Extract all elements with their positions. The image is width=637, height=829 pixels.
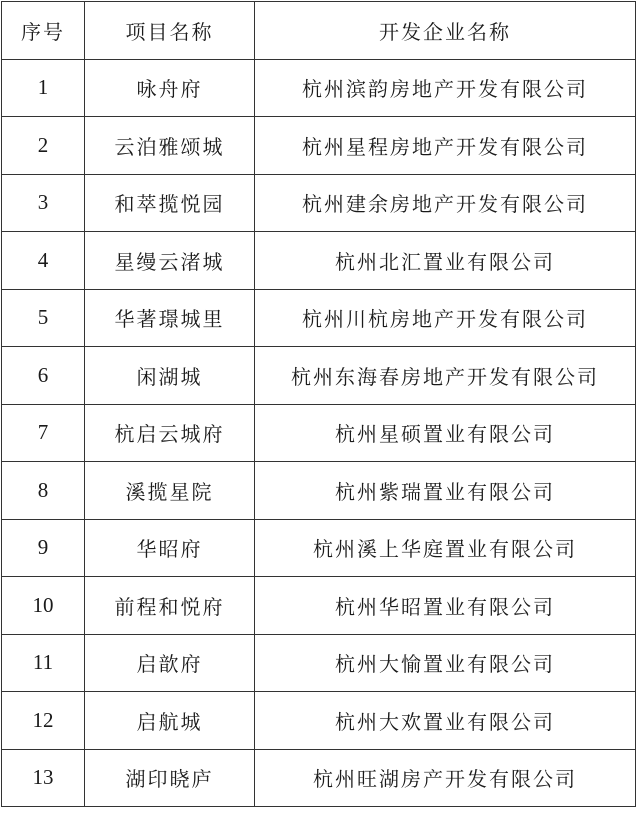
serial-number-cell: 7 bbox=[2, 404, 85, 462]
project-name-cell: 和萃揽悦园 bbox=[85, 174, 255, 232]
header-serial-number: 序号 bbox=[2, 2, 85, 60]
project-name-cell: 咏舟府 bbox=[85, 59, 255, 117]
table-row bbox=[2, 174, 636, 232]
table-row bbox=[2, 404, 636, 462]
project-name-cell: 前程和悦府 bbox=[85, 577, 255, 635]
project-name-cell: 云泊雅颂城 bbox=[85, 117, 255, 175]
serial-number-cell: 6 bbox=[2, 347, 85, 405]
developer-name-cell: 杭州东海春房地产开发有限公司 bbox=[255, 347, 636, 405]
project-name-cell: 星缦云渚城 bbox=[85, 232, 255, 290]
project-name-cell: 华著璟城里 bbox=[85, 289, 255, 347]
header-project-name: 项目名称 bbox=[85, 2, 255, 60]
developer-name-cell: 杭州华昭置业有限公司 bbox=[255, 577, 636, 635]
serial-number-cell: 2 bbox=[2, 117, 85, 175]
table-row bbox=[2, 117, 636, 175]
serial-number-cell: 8 bbox=[2, 462, 85, 520]
developer-name-cell: 杭州星硕置业有限公司 bbox=[255, 404, 636, 462]
developer-name-cell: 杭州紫瑞置业有限公司 bbox=[255, 462, 636, 520]
developer-name-cell: 杭州星程房地产开发有限公司 bbox=[255, 117, 636, 175]
developer-name-cell: 杭州大欢置业有限公司 bbox=[255, 692, 636, 750]
serial-number-cell: 9 bbox=[2, 519, 85, 577]
table-row bbox=[2, 232, 636, 290]
developer-name-cell: 杭州旺湖房产开发有限公司 bbox=[255, 749, 636, 807]
developer-name-cell: 杭州川杭房地产开发有限公司 bbox=[255, 289, 636, 347]
project-name-cell: 启航城 bbox=[85, 692, 255, 750]
serial-number-cell: 12 bbox=[2, 692, 85, 750]
table-row bbox=[2, 634, 636, 692]
serial-number-cell: 10 bbox=[2, 577, 85, 635]
project-name-cell: 启歆府 bbox=[85, 634, 255, 692]
developer-name-cell: 杭州建余房地产开发有限公司 bbox=[255, 174, 636, 232]
developer-name-cell: 杭州滨韵房地产开发有限公司 bbox=[255, 59, 636, 117]
table-row bbox=[2, 577, 636, 635]
project-name-cell: 华昭府 bbox=[85, 519, 255, 577]
serial-number-cell: 4 bbox=[2, 232, 85, 290]
project-name-cell: 闲湖城 bbox=[85, 347, 255, 405]
serial-number-cell: 3 bbox=[2, 174, 85, 232]
project-name-cell: 杭启云城府 bbox=[85, 404, 255, 462]
table-row bbox=[2, 289, 636, 347]
table-header-row bbox=[2, 2, 636, 60]
project-name-cell: 湖印晓庐 bbox=[85, 749, 255, 807]
project-developer-table bbox=[1, 1, 636, 807]
table-row bbox=[2, 519, 636, 577]
developer-name-cell: 杭州大愉置业有限公司 bbox=[255, 634, 636, 692]
table-row bbox=[2, 59, 636, 117]
serial-number-cell: 11 bbox=[2, 634, 85, 692]
serial-number-cell: 13 bbox=[2, 749, 85, 807]
table-row bbox=[2, 749, 636, 807]
table-row bbox=[2, 462, 636, 520]
table-body bbox=[2, 59, 636, 807]
serial-number-cell: 5 bbox=[2, 289, 85, 347]
developer-name-cell: 杭州溪上华庭置业有限公司 bbox=[255, 519, 636, 577]
table-row bbox=[2, 692, 636, 750]
serial-number-cell: 1 bbox=[2, 59, 85, 117]
project-name-cell: 溪揽星院 bbox=[85, 462, 255, 520]
developer-name-cell: 杭州北汇置业有限公司 bbox=[255, 232, 636, 290]
header-developer-name: 开发企业名称 bbox=[255, 2, 636, 60]
table-row bbox=[2, 347, 636, 405]
